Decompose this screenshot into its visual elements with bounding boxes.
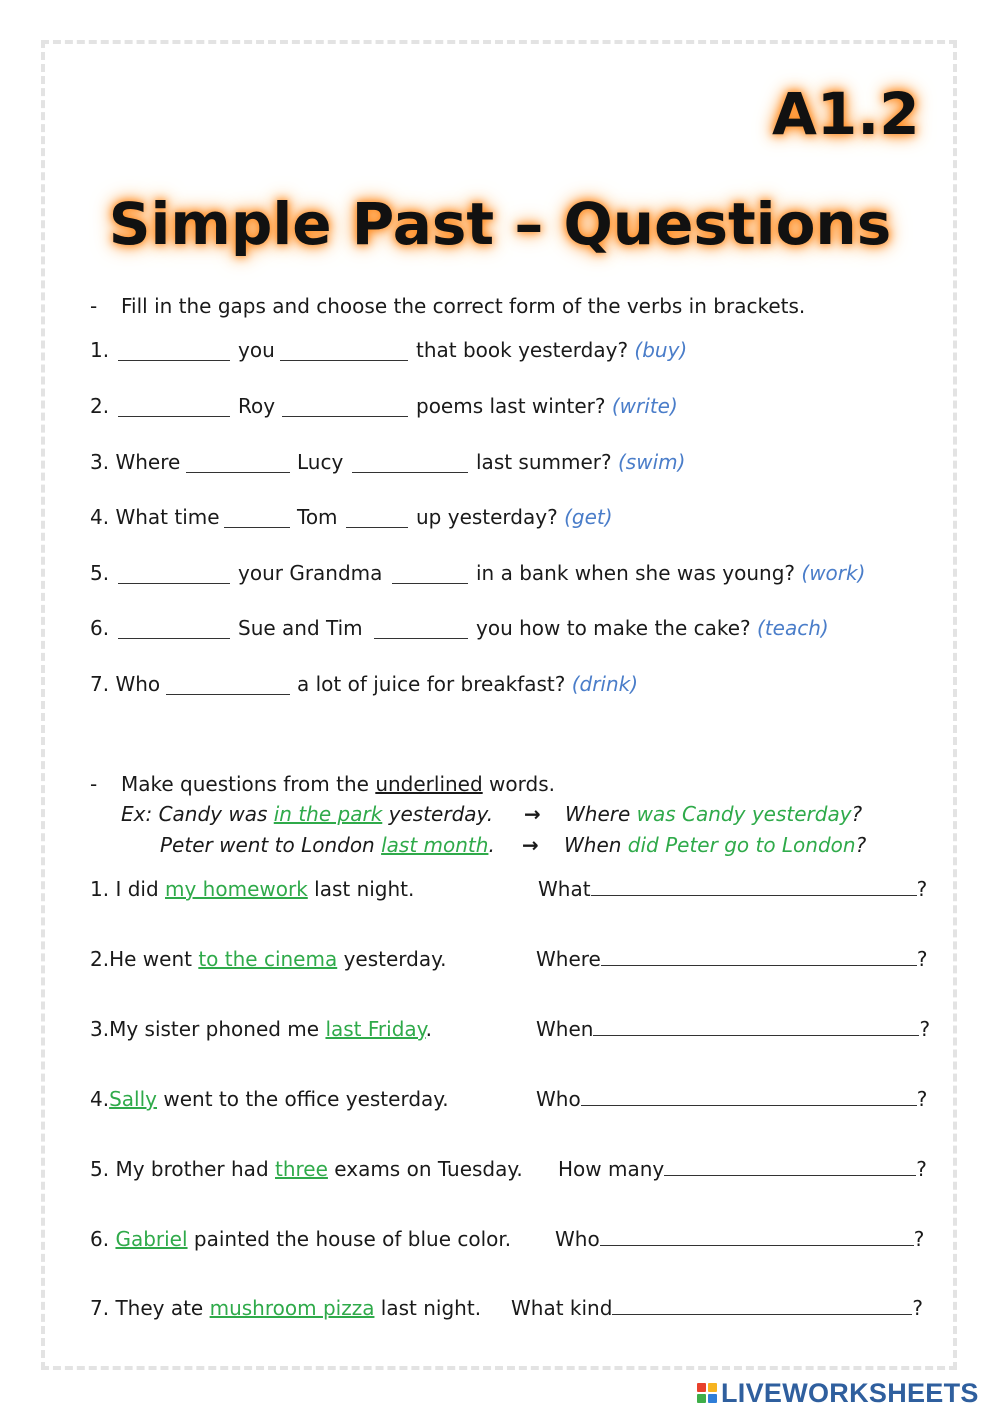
s2-item-3-sentence: 3.My sister phoned me last Friday. (90, 1017, 433, 1041)
s2-item-7-sentence: 7. They ate mushroom pizza last night. (90, 1296, 482, 1320)
s1-item-6-subject: Sue and Tim (238, 616, 363, 640)
logo-square-yellow (708, 1383, 717, 1392)
s1-item-3-text: last summer? (swim) (476, 450, 686, 474)
page-title: Simple Past – Questions (108, 190, 892, 258)
s2-item-7-question: What kind ? (511, 1296, 924, 1320)
s1-item-6-text: you how to make the cake? (teach) (476, 616, 829, 640)
s1-item-6-gap-a[interactable] (118, 638, 230, 639)
s2-item-1-question: What ? (538, 877, 928, 901)
s1-item-5-hint: (work) (801, 561, 866, 585)
s1-item-3-gap-a[interactable] (186, 472, 290, 473)
section1-dash: - (90, 294, 98, 318)
s1-item-1-gap-a[interactable] (118, 360, 230, 361)
s1-item-4-gap-a[interactable] (224, 527, 290, 528)
s1-item-2-subject: Roy (238, 394, 276, 418)
example-2-underlined: last month (381, 833, 489, 857)
s1-item-7-text: a lot of juice for breakfast? (drink) (297, 672, 639, 696)
liveworksheets-logo[interactable] (697, 1378, 979, 1408)
s1-item-4-hint: (get) (564, 505, 613, 529)
s1-item-6-number: 6. (90, 616, 110, 640)
logo-squares-icon (697, 1383, 717, 1403)
s2-item-2-answer-field[interactable] (601, 947, 917, 966)
logo-square-blue (708, 1394, 717, 1403)
s1-item-4-subject: Tom (297, 505, 338, 529)
s2-item-4-answer-field[interactable] (581, 1087, 917, 1106)
logo-square-green (697, 1394, 706, 1403)
s1-item-1-gap-b[interactable] (280, 360, 408, 361)
s2-item-6-answer-field[interactable] (600, 1227, 914, 1246)
s1-item-6-hint: (teach) (757, 616, 829, 640)
s1-item-4-text: up yesterday? (get) (416, 505, 613, 529)
s1-item-1-number: 1. (90, 338, 110, 362)
s2-item-5-sentence: 5. My brother had three exams on Tuesday. (90, 1157, 523, 1181)
example-2-sentence: Peter went to London last month. (160, 833, 495, 857)
s1-item-5-number: 5. (90, 561, 110, 585)
s1-item-3-hint: (swim) (618, 450, 686, 474)
s2-item-3-answer-field[interactable] (593, 1017, 919, 1036)
s1-item-5-gap-a[interactable] (118, 583, 230, 584)
s1-item-6-gap-b[interactable] (374, 638, 468, 639)
s2-item-1-sentence: 1. I did my homework last night. (90, 877, 415, 901)
arrow-right-icon: → (524, 802, 541, 826)
s1-item-5-subject: your Grandma (238, 561, 383, 585)
s1-item-2-text: poems last winter? (write) (416, 394, 678, 418)
s1-item-5-gap-b[interactable] (392, 583, 468, 584)
example-1-answer: Where was Candy yesterday? (565, 802, 863, 826)
s1-item-1-hint: (buy) (634, 338, 688, 362)
example-1-sentence: Ex: Candy was in the park yesterday. (121, 802, 494, 826)
section1-instruction: Fill in the gaps and choose the correct form of the verbs in brackets. (121, 294, 806, 318)
section2-instruction: Make questions from the underlined words. (121, 772, 555, 796)
logo-square-red (697, 1383, 706, 1392)
s1-item-7-gap-a[interactable] (166, 694, 290, 695)
s2-item-5-answer-field[interactable] (664, 1157, 916, 1176)
instruction-underlined-word: underlined (375, 772, 483, 796)
s1-item-2-gap-a[interactable] (118, 416, 230, 417)
s1-item-3-number: 3. Where (90, 450, 181, 474)
s2-item-7-answer-field[interactable] (612, 1296, 912, 1315)
s2-item-3-question: When ? (536, 1017, 931, 1041)
s2-item-1-answer-field[interactable] (591, 877, 917, 896)
example-2-answer: When did Peter go to London? (564, 833, 867, 857)
s1-item-7-number: 7. Who (90, 672, 161, 696)
s1-item-3-subject: Lucy (297, 450, 344, 474)
logo-text: LIVEWORKSHEETS (721, 1377, 979, 1408)
s1-item-5-text: in a bank when she was young? (work) (476, 561, 866, 585)
s2-item-4-question: Who ? (536, 1087, 928, 1111)
example-1-underlined: in the park (273, 802, 383, 826)
s2-item-5-question: How many ? (558, 1157, 927, 1181)
s1-item-4-gap-b[interactable] (346, 527, 408, 528)
s2-item-2-sentence: 2.He went to the cinema yesterday. (90, 947, 447, 971)
s1-item-4-number: 4. What time (90, 505, 220, 529)
s2-item-6-question: Who ? (555, 1227, 925, 1251)
s2-item-2-question: Where ? (536, 947, 928, 971)
s1-item-1-subject: you (238, 338, 275, 362)
s1-item-2-number: 2. (90, 394, 110, 418)
s1-item-2-gap-b[interactable] (282, 416, 408, 417)
s1-item-3-gap-b[interactable] (352, 472, 468, 473)
level-label: A1.2 (772, 80, 920, 148)
s1-item-7-hint: (drink) (571, 672, 639, 696)
s2-item-6-sentence: 6. Gabriel painted the house of blue color. (90, 1227, 512, 1251)
s1-item-2-hint: (write) (611, 394, 678, 418)
s2-item-4-sentence: 4.Sally went to the office yesterday. (90, 1087, 449, 1111)
arrow-right-icon: → (522, 833, 539, 857)
section2-dash: - (90, 772, 98, 796)
s1-item-1-text: that book yesterday? (buy) (416, 338, 688, 362)
